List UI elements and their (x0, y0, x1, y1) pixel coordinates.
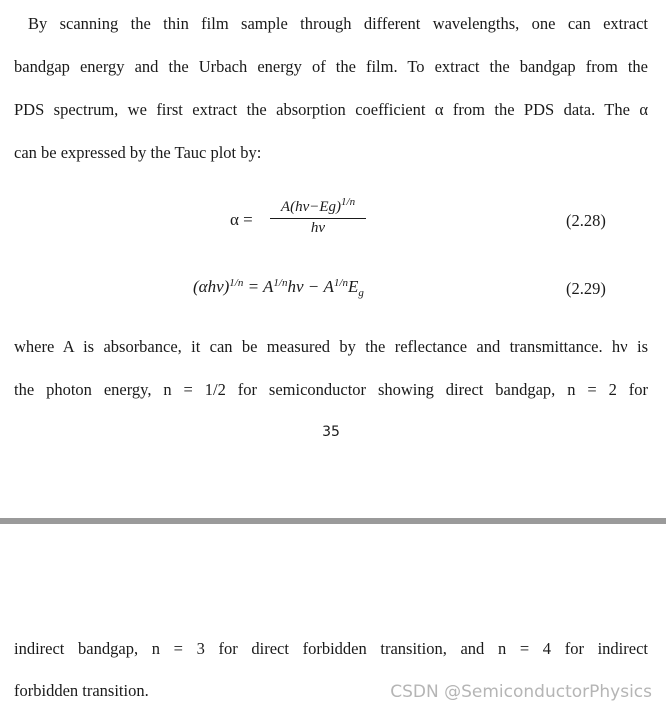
equation-2-29 (193, 277, 364, 299)
paragraph-line: indirect bandgap, n = 3 for direct forbidden transition, and n = 4 for indirect (14, 639, 648, 658)
csdn-watermark: CSDN @SemiconductorPhysics (390, 682, 652, 702)
equation-2-28-lhs: α = (230, 210, 253, 229)
page-number: 35 (322, 424, 340, 440)
paragraph-line: the photon energy, n = 1/2 for semiconductor showing direct bandgap, n = 2 for (14, 380, 648, 399)
eq-equals-a: = A (243, 277, 274, 296)
eq-rhs-sub: g (358, 287, 364, 299)
eq-rhs-power-1: 1/n (273, 277, 288, 289)
paragraph-line: bandgap energy and the Urbach energy of the film. To extract the bandgap from the (14, 57, 648, 76)
paragraph-line: PDS spectrum, we first extract the absorption coefficient α from the PDS data. The α (14, 100, 648, 119)
eq-rhs-end: E (347, 277, 359, 296)
eq-rhs-mid: hν − A (287, 277, 334, 296)
numerator-text: A(hν−Eg) (280, 199, 342, 215)
paragraph-line: where A is absorbance, it can be measured by the reflectance and transmittance. hν is (14, 337, 648, 356)
eq-lhs-base: (αhν) (193, 277, 230, 296)
fraction-denominator: hν (310, 220, 326, 236)
paragraph-line: can be expressed by the Tauc plot by: (14, 143, 262, 162)
numerator-power: 1/n (341, 196, 356, 208)
eq-rhs-power-2: 1/n (333, 277, 348, 289)
paragraph-line: By scanning the thin film sample through different wavelengths, one can extract (28, 14, 648, 33)
equation-number-2-29: (2.29) (566, 279, 606, 298)
equation-2-28-fraction (268, 196, 368, 242)
eq-lhs-power: 1/n (229, 277, 244, 289)
fraction-bar (270, 218, 366, 219)
fraction-numerator (268, 196, 368, 216)
equation-number-2-28: (2.28) (566, 211, 606, 230)
paragraph-line: forbidden transition. (14, 681, 149, 700)
